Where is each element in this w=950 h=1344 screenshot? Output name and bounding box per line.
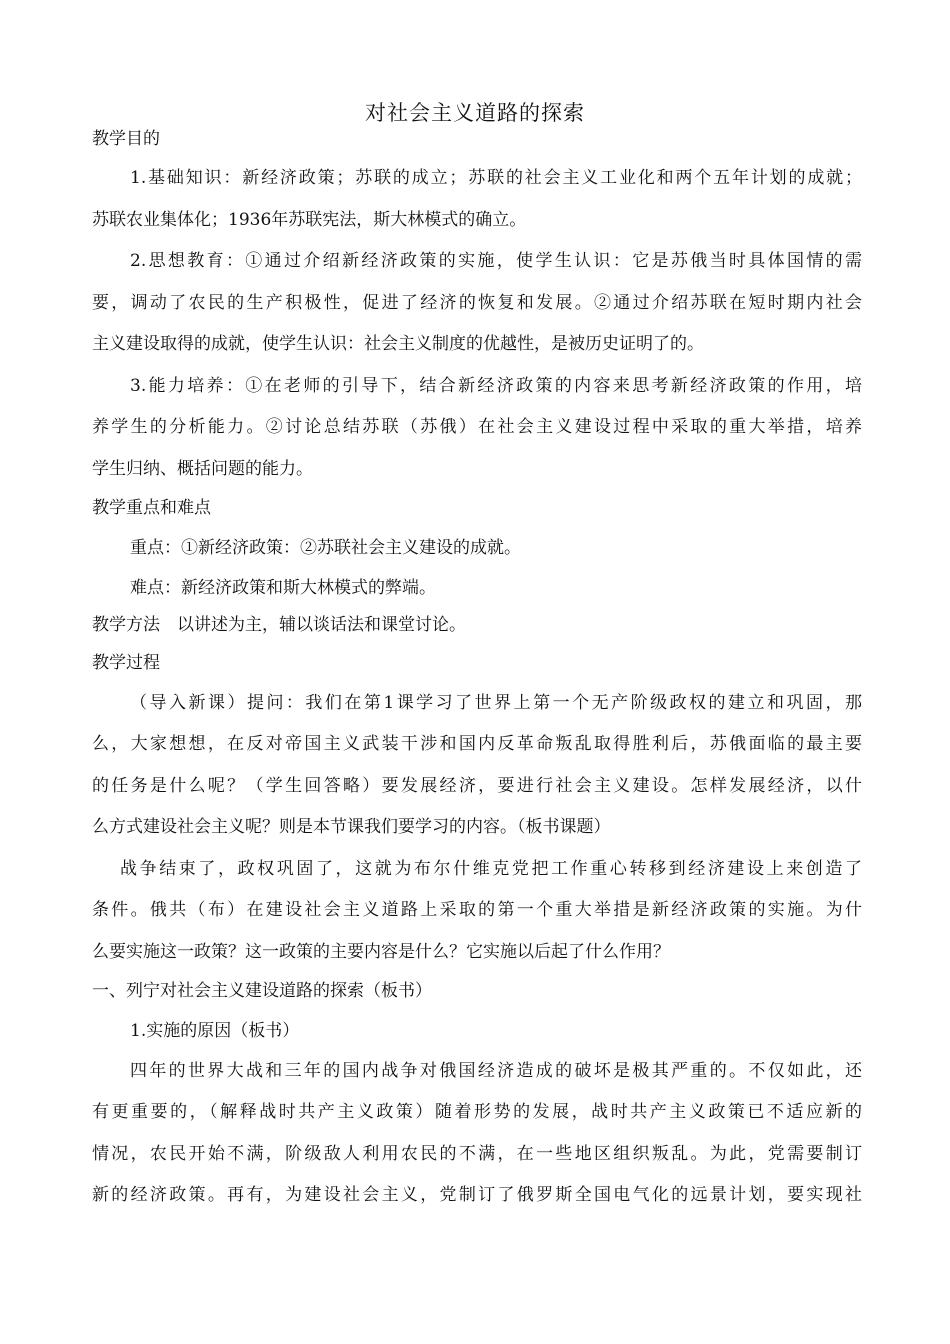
paragraph-line: 有更重要的，（解释战时共产主义政策）随着形势的发展，战时共产主义政策已不适应新的 bbox=[92, 1102, 862, 1122]
paragraph-line: 2.思想教育：①通过介绍新经济政策的实施，使学生认识：它是苏俄当时具体国情的需 bbox=[130, 251, 862, 271]
paragraph-line: 苏联农业集体化；1936年苏联宪法，斯大林模式的确立。 bbox=[92, 210, 527, 230]
paragraph-line: 么要实施这一政策？这一政策的主要内容是什么？它实施以后起了什么作用？ bbox=[92, 942, 670, 962]
paragraph-line: 重点：①新经济政策：②苏联社会主义建设的成就。 bbox=[130, 538, 521, 558]
paragraph-line: 新的经济政策。再有，为建设社会主义，党制订了俄罗斯全国电气化的远景计划，要实现社 bbox=[92, 1185, 862, 1205]
heading-teaching-process: 教学过程 bbox=[92, 653, 160, 673]
page-title: 对社会主义道路的探索 bbox=[365, 101, 585, 125]
paragraph-line: 学生归纳、概括问题的能力。 bbox=[92, 459, 313, 479]
paragraph-line: 养学生的分析能力。②讨论总结苏联（苏俄）在社会主义建设过程中采取的重大举措，培养 bbox=[92, 417, 862, 437]
paragraph-line: 3.能力培养：①在老师的引导下，结合新经济政策的内容来思考新经济政策的作用，培 bbox=[130, 376, 862, 396]
paragraph-line: 四年的世界大战和三年的国内战争对俄国经济造成的破坏是极其严重的。不仅如此，还 bbox=[130, 1061, 862, 1081]
paragraph-line: 难点：新经济政策和斯大林模式的弊端。 bbox=[130, 578, 436, 598]
paragraph-line: 战争结束了，政权巩固了，这就为布尔什维克党把工作重心转移到经济建设上来创造了 bbox=[120, 859, 862, 879]
subsection-heading: 1.实施的原因（板书） bbox=[130, 1021, 300, 1041]
paragraph-line: 主义建设取得的成就，使学生认识：社会主义制度的优越性，是被历史证明了的。 bbox=[92, 334, 704, 354]
paragraph-line: 1.基础知识：新经济政策；苏联的成立；苏联的社会主义工业化和两个五年计划的成就； bbox=[130, 168, 862, 188]
paragraph-line: 条件。俄共（布）在建设社会主义道路上采取的第一个重大举措是新经济政策的实施。为什 bbox=[92, 900, 862, 920]
section-heading: 一、列宁对社会主义建设道路的探索（板书） bbox=[92, 981, 432, 1001]
paragraph-line: 要，调动了农民的生产积极性，促进了经济的恢复和发展。②通过介绍苏联在短时期内社会 bbox=[92, 293, 862, 313]
paragraph-line: 么，大家想想，在反对帝国主义武装干涉和国内反革命叛乱取得胜利后，苏俄面临的最主要 bbox=[92, 734, 862, 754]
paragraph-line: 情况，农民开始不满，阶级敌人利用农民的不满，在一些地区组织叛乱。为此，党需要制订 bbox=[92, 1144, 862, 1164]
paragraph-line: 的任务是什么呢？（学生回答略）要发展经济，要进行社会主义建设。怎样发展经济，以什 bbox=[92, 776, 862, 796]
heading-teaching-goals: 教学目的 bbox=[92, 129, 160, 149]
heading-key-points: 教学重点和难点 bbox=[92, 498, 211, 518]
paragraph-line: 么方式建设社会主义呢？则是本节课我们要学习的内容。（板书课题） bbox=[92, 817, 611, 837]
heading-teaching-method: 教学方法 以讲述为主，辅以谈话法和课堂讨论。 bbox=[92, 615, 466, 635]
paragraph-line: （导入新课）提问：我们在第1课学习了世界上第一个无产阶级政权的建立和巩固，那 bbox=[130, 693, 862, 713]
